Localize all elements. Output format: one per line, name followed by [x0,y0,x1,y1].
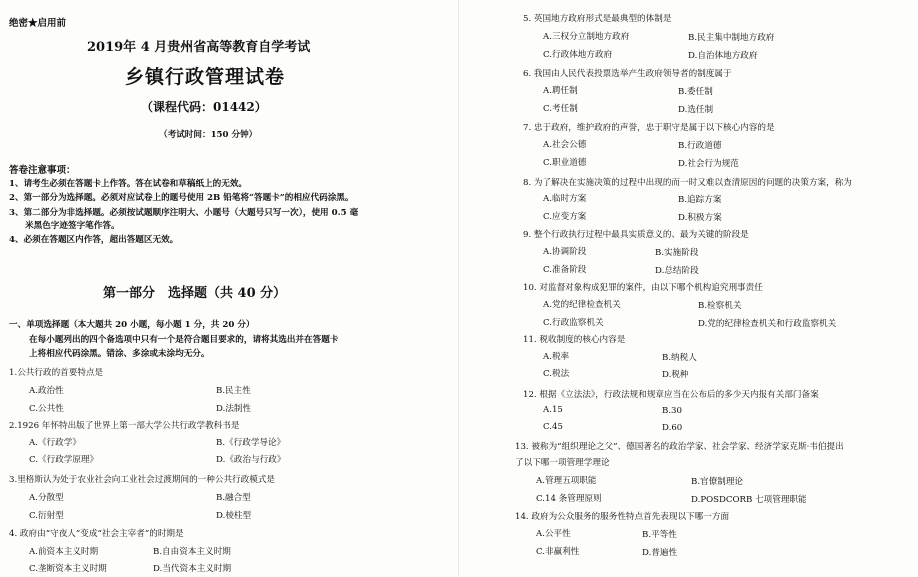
option-b: B.自由资本主义时期 [153,547,231,557]
option-a: A.15 [543,405,563,415]
option-a: A.政治性 [29,386,64,396]
question-stem: 1.公共行政的首要特点是 [9,368,104,378]
option-b: B.官僚制理论 [691,477,744,487]
question-stem: 6. 我国由人民代表投票选举产生政府领导者的制度属于 [523,69,732,79]
option-a: A.聘任制 [543,86,578,96]
note-3: 3、第二部分为非选择题。必须按试题顺序注明大、小题号（大题号只写一次），使用 0.5 毫 [9,208,359,218]
option-c: C.垄断资本主义时期 [29,564,107,574]
option-a: A.税率 [543,352,570,362]
option-b: B.委任制 [678,87,713,97]
option-b: B.融合型 [216,493,251,503]
option-c: C.行政监察机关 [543,318,604,328]
option-d: D.积极方案 [678,213,722,223]
question-stem: 7. 忠于政府，维护政府的声誉，忠于职守是属于以下核心内容的是 [523,123,775,133]
option-a: A.协调阶段 [543,247,587,257]
option-d: D.选任制 [678,105,714,115]
option-c: C.《行政学原理》 [29,455,99,465]
option-a: A.分散型 [29,493,64,503]
question-stem: 14. 政府为公众服务的服务性特点首先表现以下哪一方面 [515,512,730,522]
option-c: C.45 [543,422,563,432]
question-stem: 2.1926 年怀特出版了世界上第一部大学公共行政学教科书是 [9,421,240,431]
option-d: D.自治体地方政府 [688,51,758,61]
option-a: A.党的纪律检查机关 [543,300,621,310]
section-desc-2: 上将相应代码涂黑。错涂、多涂或未涂均无分。 [29,349,210,359]
exam-time: （考试时间：150 分钟） [159,130,258,140]
option-b: B.追踪方案 [678,195,722,205]
option-d: D.总结阶段 [655,266,699,276]
question-stem: 10. 对监督对象构成犯罪的案件，由以下哪个机构追究刑事责任 [523,283,763,293]
option-b: B.平等性 [642,530,677,540]
option-a: A.社会公德 [543,140,587,150]
option-a: A.前资本主义时期 [29,547,99,557]
option-b: B.民主性 [216,386,251,396]
course-code: （课程代码：01442） [141,100,267,114]
note-2: 2、第一部分为选择题。必须对应试卷上的题号使用 2B 铅笔将“答题卡”的相应代码涂黑。 [9,193,354,203]
option-b: B.民主集中制地方政府 [688,33,775,43]
option-d: D.POSDCORB 七项管理职能 [691,495,807,505]
option-d: D.棱柱型 [216,511,252,521]
option-d: D.党的纪律检查机关和行政监察机关 [698,319,837,329]
option-c: C.准备阶段 [543,265,587,275]
part-one-title: 第一部分 选择题（共 40 分） [103,286,287,301]
option-c: C.应变方案 [543,212,587,222]
option-a: A.管理五项职能 [536,476,597,486]
option-b: B.30 [662,406,682,416]
section-desc-1: 在每小题列出的四个备选项中只有一个是符合题目要求的，请将其选出并在答题卡 [29,335,339,345]
option-b: B.实施阶段 [655,248,699,258]
option-a: A.公平性 [536,529,571,539]
option-c: C.非赢利性 [536,547,580,557]
question-stem: 3.里格斯认为处于农业社会向工业社会过渡期间的一种公共行政模式是 [9,475,276,485]
paper-title: 乡镇行政管理试卷 [125,66,286,88]
section-heading: 一、单项选择题（本大题共 20 小题，每小题 1 分，共 20 分） [9,320,255,330]
note-1: 1、请考生必须在答题卡上作答。答在试卷和草稿纸上的无效。 [9,179,248,189]
option-c: C.公共性 [29,404,64,414]
question-stem: 11. 税收制度的核心内容是 [523,335,626,345]
note-4: 4、必须在答题区内作答，超出答题区无效。 [9,235,179,245]
option-a: A.三权分立制地方政府 [543,32,630,42]
question-stem: 9. 整个行政执行过程中最具实质意义的、最为关键的阶段是 [523,230,749,240]
question-stem: 13. 被称为“组织理论之父”、德国著名的政治学家、社会学家、经济学家克斯·韦伯提出 [515,442,844,452]
question-stem: 8. 为了解决在实施决策的过程中出现的而一时又难以查清原因的问题的决策方案，称为 [523,178,852,188]
secret-label: 绝密★启用前 [9,18,67,29]
option-c: C.14 条管理原则 [536,494,602,504]
exam-title: 2019年 4 月贵州省高等教育自学考试 [87,40,311,55]
question-stem: 5. 英国地方政府形式是最典型的体制是 [523,14,672,24]
option-a: A.临时方案 [543,194,587,204]
question-stem: 4. 政府由“守夜人”变成“社会主宰者”的时期是 [9,529,184,539]
option-c: C.职业道德 [543,158,587,168]
option-c: C.考任制 [543,104,578,114]
option-d: D.普遍性 [642,548,678,558]
option-c: C.税法 [543,369,570,379]
option-b: B.检察机关 [698,301,742,311]
option-c: C.衍射型 [29,511,64,521]
option-a: A.《行政学》 [29,438,81,448]
question-stem-cont: 了以下哪一项管理学理论 [515,458,610,468]
page-fold [458,0,459,577]
question-stem: 12. 根据《立法法》，行政法规和规章应当在公布后的多少天内报有关部门备案 [523,390,819,400]
notes-heading: 答卷注意事项： [9,165,76,176]
option-b: B.纳税人 [662,353,697,363]
option-d: D.税种 [662,370,689,380]
note-3-cont: 米黑色字迹签字笔作答。 [25,221,120,231]
option-b: B.《行政学导论》 [216,438,286,448]
option-d: D.《政治与行政》 [216,455,286,465]
option-d: D.社会行为规范 [678,159,739,169]
option-d: D.60 [662,423,683,433]
option-d: D.法制性 [216,404,252,414]
option-b: B.行政道德 [678,141,722,151]
option-d: D.当代资本主义时期 [153,564,232,574]
option-c: C.行政体地方政府 [543,50,613,60]
